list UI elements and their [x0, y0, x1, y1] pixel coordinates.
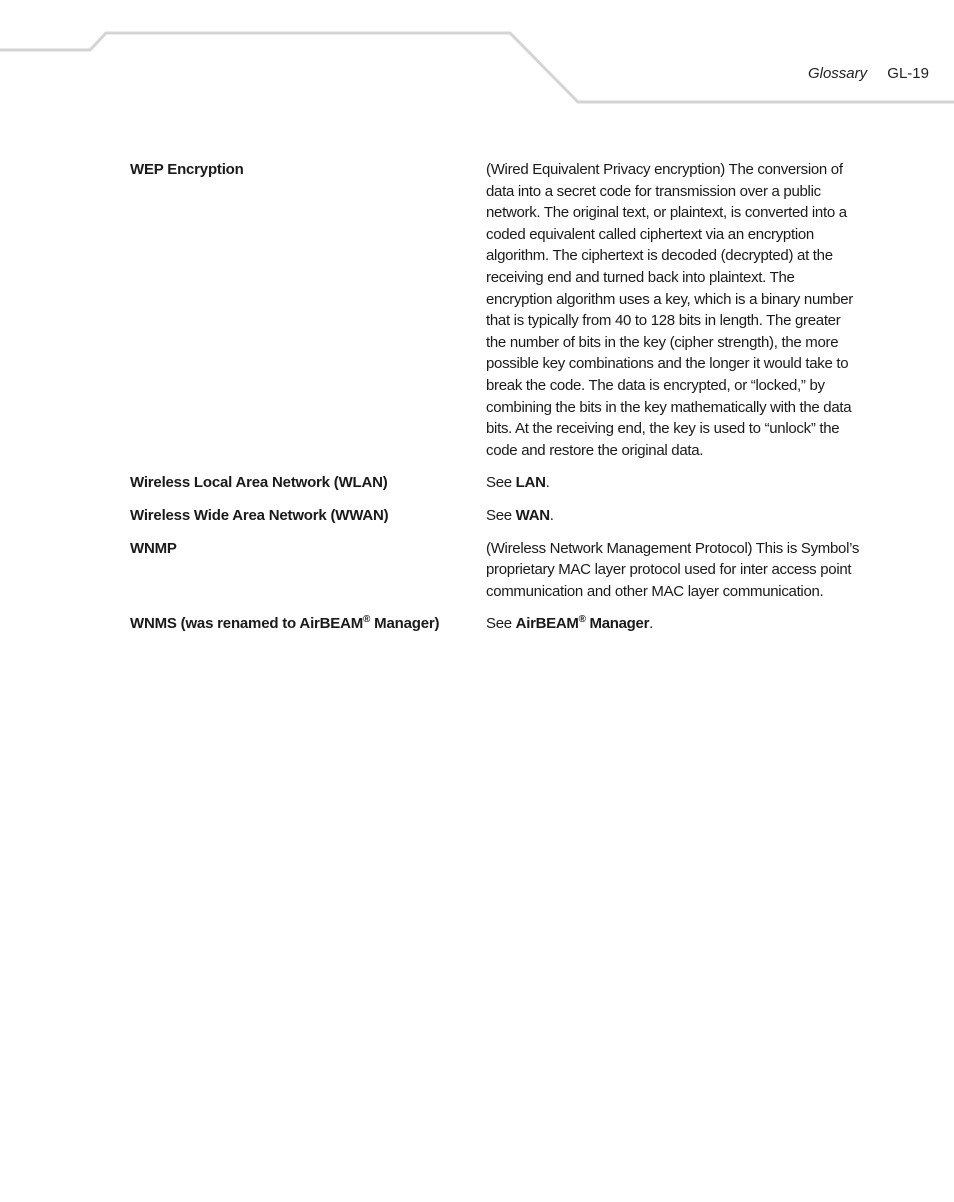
- glossary-term: WNMP: [130, 539, 177, 557]
- see-reference-link[interactable]: LAN: [515, 474, 546, 492]
- glossary-entry-wlan: [130, 472, 860, 494]
- glossary-term: WEP Encryption: [130, 161, 244, 178]
- glossary-entry-wwan: [130, 505, 860, 527]
- glossary-definition: [486, 613, 860, 635]
- see-reference-link[interactable]: [516, 615, 649, 632]
- see-suffix: .: [649, 615, 653, 633]
- see-reference-link[interactable]: WAN: [515, 506, 550, 524]
- glossary-entry-wep-encryption: [130, 159, 860, 461]
- see-suffix: .: [545, 474, 550, 492]
- term-text: WNMS (was renamed to AirBEAM: [130, 615, 364, 633]
- glossary-definition: (Wireless Network Management Protocol) This is Symbol’s proprietary MAC layer protocol used for inter access point communication and other MAC layer communication.: [486, 539, 860, 600]
- registered-mark: ®: [578, 614, 586, 626]
- glossary-definition: [486, 472, 860, 494]
- page-number: GL-19: [887, 65, 929, 82]
- see-target-text: AirBEAM: [515, 615, 579, 633]
- see-prefix: See: [486, 474, 516, 492]
- glossary-entry-wnms: [130, 613, 860, 635]
- glossary-list: [130, 159, 860, 646]
- see-target-suffix: Manager: [585, 615, 650, 633]
- see-suffix: .: [549, 506, 554, 524]
- see-prefix: See: [486, 615, 516, 633]
- header-rule-graphic: [0, 0, 954, 110]
- glossary-definition: [486, 505, 860, 527]
- glossary-term: [130, 613, 486, 635]
- glossary-term: Wireless Local Area Network (WLAN): [130, 474, 388, 492]
- glossary-term: Wireless Wide Area Network (WWAN): [130, 506, 389, 524]
- see-prefix: See: [486, 506, 516, 524]
- running-head: [808, 65, 929, 82]
- term-text-suffix: Manager): [370, 615, 440, 633]
- section-title: Glossary: [807, 65, 868, 82]
- glossary-definition: (Wired Equivalent Privacy encryption) The conversion of data into a secret code for transmission over a public network. The original text, or plaintext, is converted into a coded equivalent called ciphertext via an encryption algorithm. The ciphertext is decoded (decrypted) at the receiving end and turned back into plaintext. The encryption algorithm uses a key, which is a binary number that is typically from 40 to 128 bits in length. The greater the number of bits in the key (cipher strength), the more possible key combinations and the longer it would take to break the code. The data is encrypted, or “locked,” by combining the bits in the key mathematically with the data bits. At the receiving end, the key is used to “unlock” the code and restore the original data.: [486, 161, 853, 459]
- glossary-entry-wnmp: [130, 538, 860, 603]
- registered-mark: ®: [363, 614, 371, 626]
